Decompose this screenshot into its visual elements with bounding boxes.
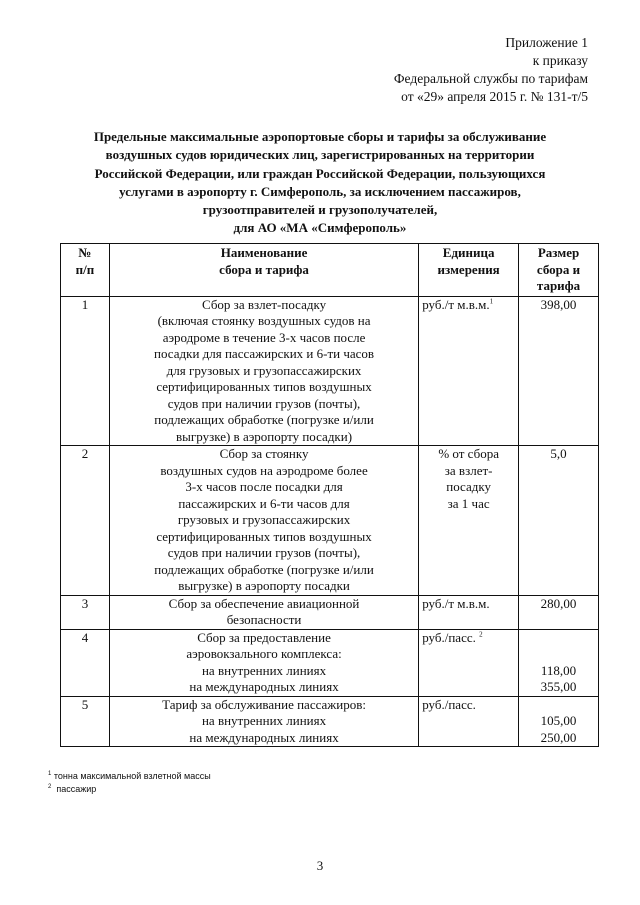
size-domestic: 105,00 [540, 713, 577, 728]
table-row [61, 595, 599, 629]
document-title [40, 128, 600, 238]
appendix-line: Приложение 1 [505, 35, 588, 50]
appendix-line: Федеральной службы по тарифам [393, 71, 588, 86]
title-line: грузоотправителей и грузополучателей, [202, 202, 438, 218]
row-number: 1 [61, 296, 110, 446]
table-row [61, 696, 599, 747]
title-line: Предельные максимальные аэропортовые сборы и тарифы за обслуживание [93, 129, 547, 144]
footnote-ref: 2 [479, 630, 483, 639]
footnote-1: $^1$ тонна максимальной взлетной массы [48, 771, 211, 781]
row-name: Сбор за обеспечение авиационной безопасности [109, 595, 418, 629]
footnotes [48, 770, 211, 796]
appendix-header [394, 34, 588, 106]
size-international: 250,00 [540, 729, 577, 745]
row-size [519, 696, 599, 747]
header-size: Размер сбора и тарифа [519, 244, 599, 297]
header-unit: Единица измерения [419, 244, 519, 297]
row-size: 398,00 [519, 296, 599, 446]
page-number: 3 [316, 858, 324, 873]
title-line: для АО «МА «Симферополь» [233, 220, 407, 236]
size-international: 355,00 [540, 679, 577, 694]
appendix-line: к приказу [532, 53, 588, 68]
table-row [61, 446, 599, 596]
appendix-line: от «29» апреля 2015 г. № 131-т/5 [401, 89, 588, 104]
header-number: № п/п [61, 244, 110, 297]
row-unit: % от сбора за взлет- посадку за 1 час [419, 446, 519, 596]
size-domestic: 118,00 [540, 662, 577, 678]
title-line: воздушных судов юридических лиц, зарегистрированных на территории [105, 147, 535, 163]
row-number: 3 [61, 595, 110, 629]
row-unit: руб./пасс. [419, 696, 519, 747]
row-unit: руб./т м.в.м.$^1$ [419, 296, 519, 446]
row-name: Тариф за обслуживание пассажиров: на внутренних линиях на международных линиях [109, 696, 418, 747]
row-name: Сбор за взлет-посадку (включая стоянку воздушных судов на аэродроме в течение 3-х часов после посадки для пассажирских и 6-ти часов для грузовых и грузопассажирских сертифицированных типов воздушных судов при наличии грузов (почты), подлежащих обработке (погрузке и/или выгрузке) в аэропорту посадки) [109, 296, 418, 446]
row-name: Сбор за предоставление аэровокзального комплекса: на внутренних линиях на международных линиях [109, 629, 418, 696]
row-number: 5 [61, 696, 110, 747]
row-number: 4 [61, 629, 110, 696]
title-line: услугами в аэропорту г. Симферополь, за исключением пассажиров, [119, 183, 521, 199]
title-line: Российской Федерации, или граждан Российской Федерации, пользующихся [94, 165, 546, 181]
row-name: Сбор за стоянку воздушных судов на аэродроме более 3-х часов после посадки для пассажирских и 6-ти часов для грузовых и грузопассажирских сертифицированных типов воздушных судов при наличии грузов (почты), подлежащих обработке (погрузке и/или выгрузке) в аэропорту посадки [109, 446, 418, 596]
tariffs-table [60, 243, 599, 747]
row-size: 280,00 [519, 595, 599, 629]
header-name: Наименование сбора и тарифа [109, 244, 418, 297]
row-unit: руб./пасс. $^2$ [419, 629, 519, 696]
table-header-row [61, 244, 599, 297]
table-row [61, 629, 599, 696]
table-row [61, 296, 599, 446]
row-number: 2 [61, 446, 110, 596]
row-size [519, 629, 599, 696]
footnote-ref: 1 [489, 297, 494, 306]
footnote-2: $^2$ пассажир [48, 784, 97, 794]
row-size: 5,0 [519, 446, 599, 596]
row-unit: руб./т м.в.м. [419, 595, 519, 629]
